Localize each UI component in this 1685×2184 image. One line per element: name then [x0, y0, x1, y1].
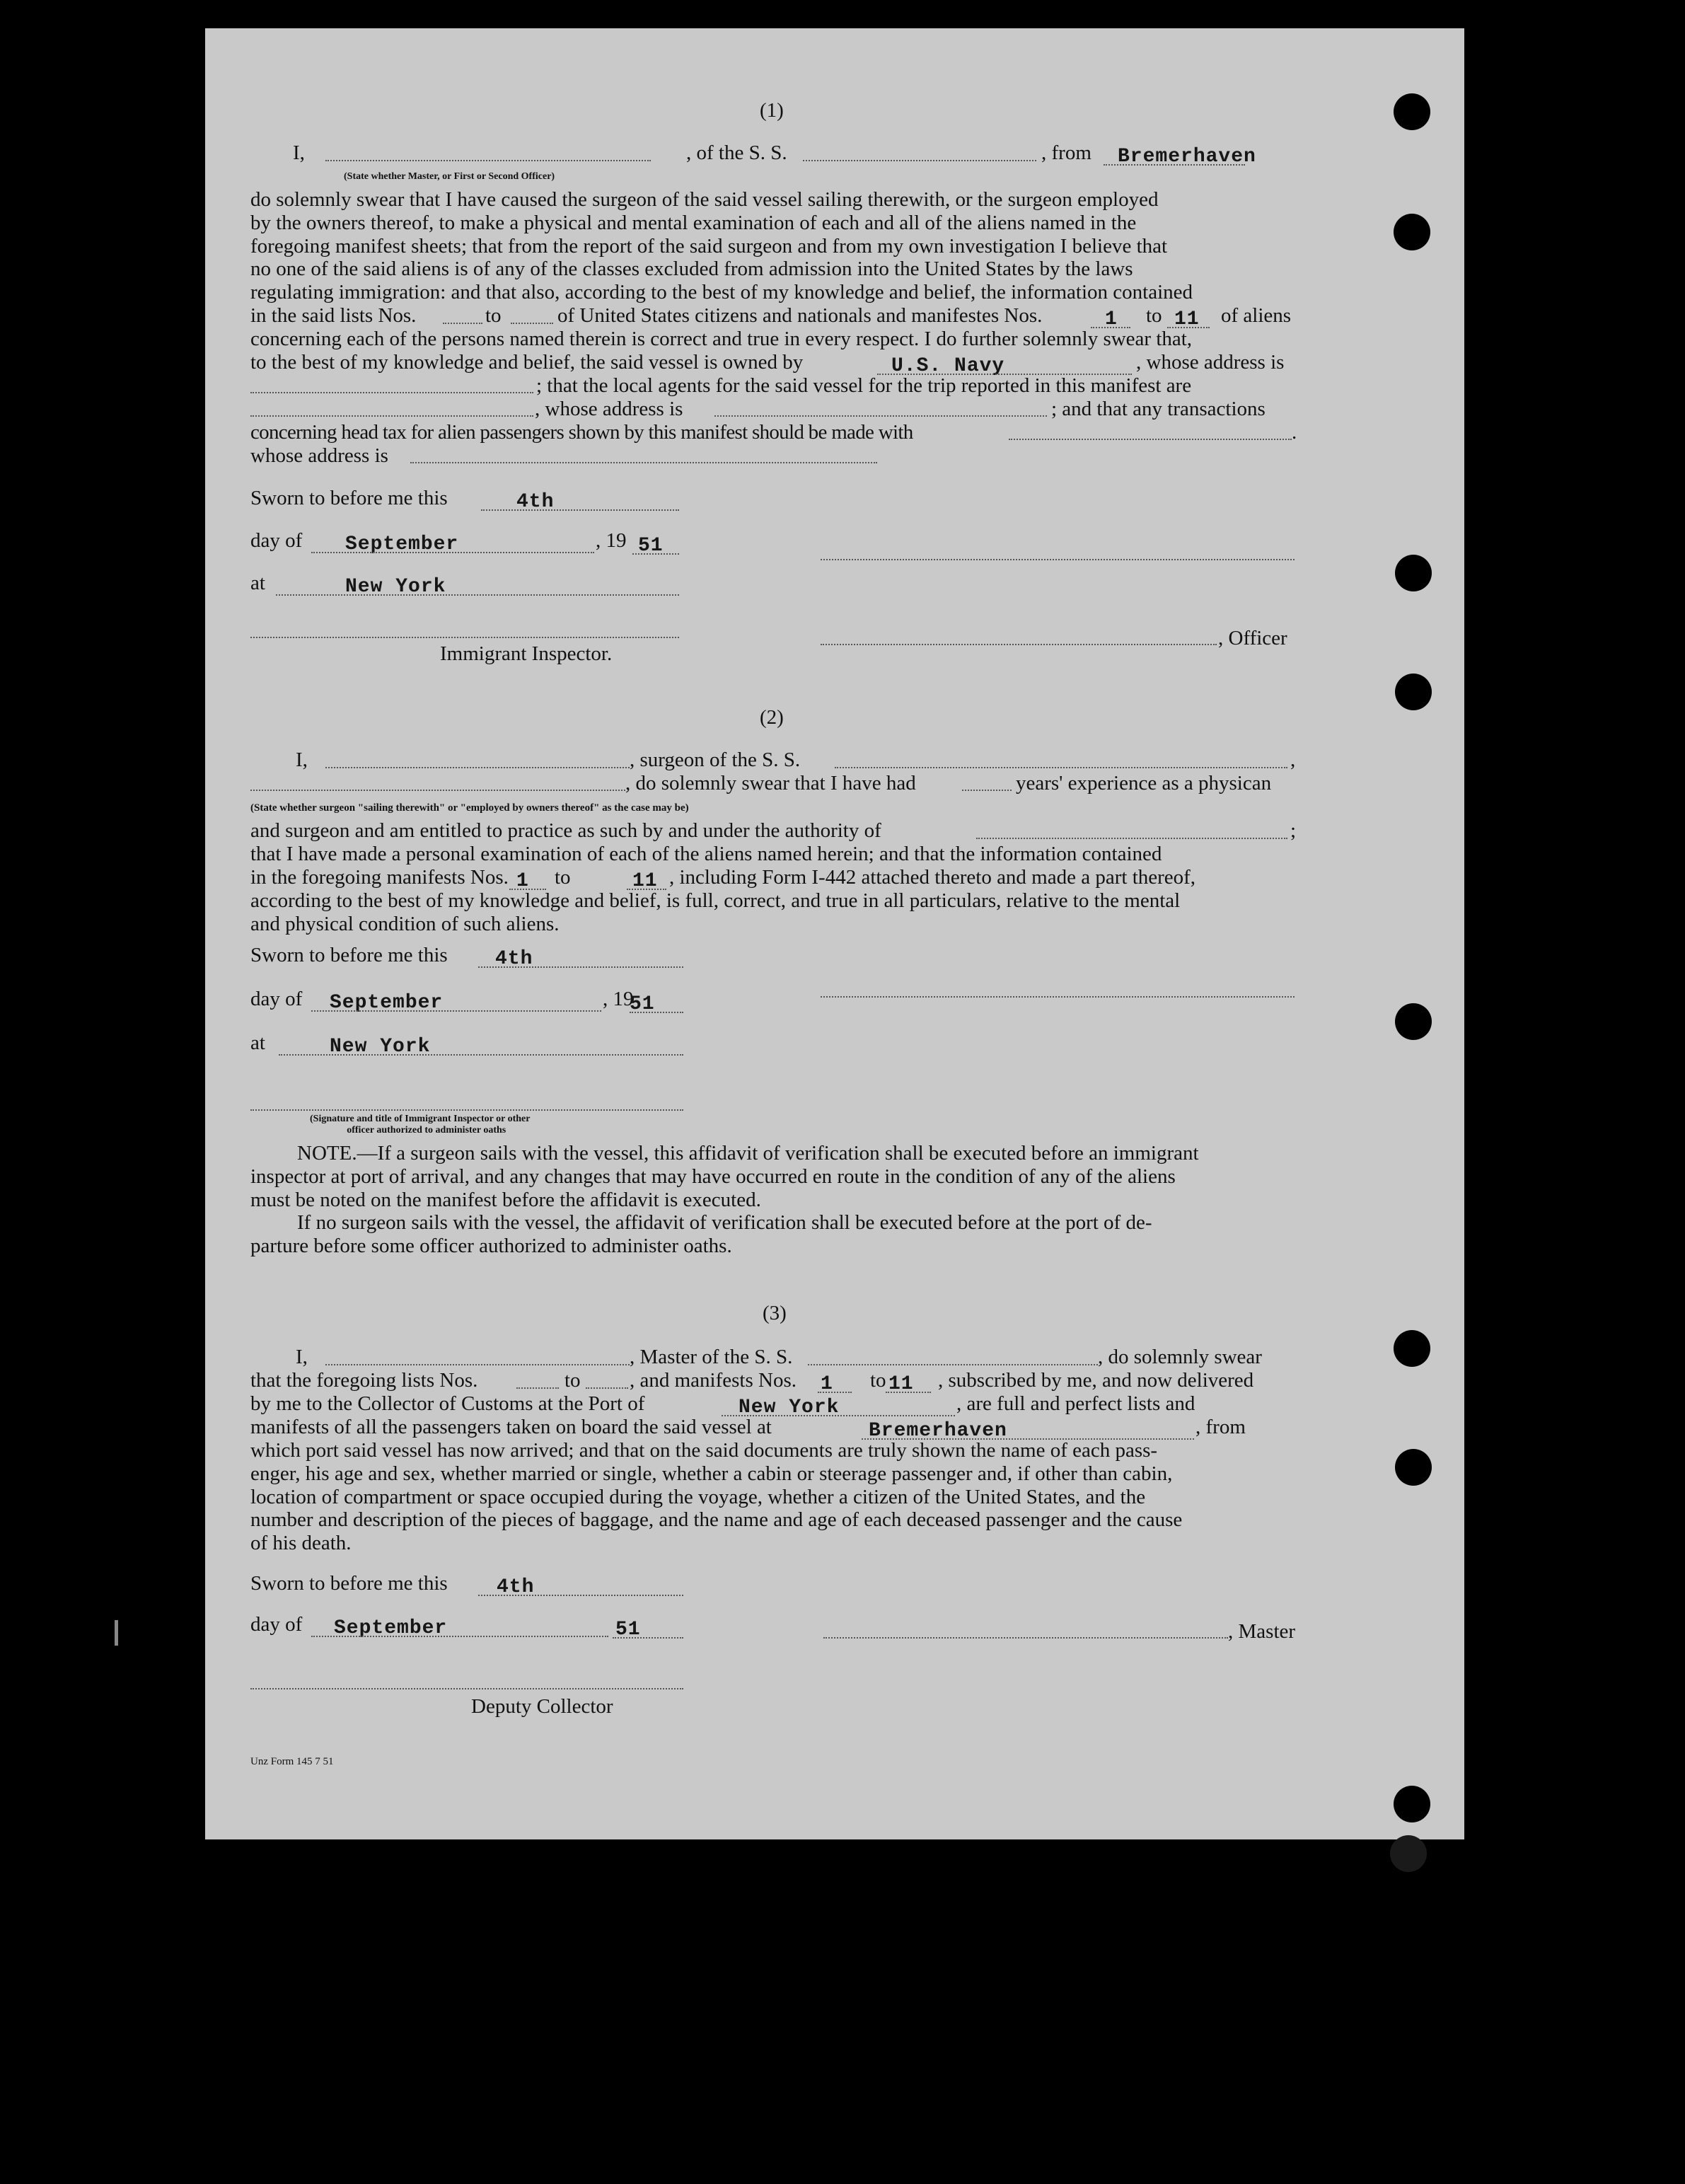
form-id: Unz Form 145 7 51 — [250, 1756, 334, 1767]
s2-at: at — [250, 1032, 265, 1054]
s1-concerning: concerning each of the persons named therein is correct and true in every respect. I do further solemnly swear that, — [250, 328, 1193, 350]
s2-manifests-c: , including Form I-442 attached thereto and made a part thereof, — [669, 866, 1196, 889]
s2-note — [250, 1142, 1460, 1258]
hole-shadow-mark — [1390, 1835, 1427, 1872]
s3-month-field[interactable] — [311, 1636, 608, 1637]
s1-from-port-field[interactable] — [1104, 164, 1245, 166]
s1-signature-line[interactable] — [821, 559, 1295, 560]
s2-place: New York — [330, 1036, 431, 1058]
scan-mark — [115, 1620, 118, 1646]
s2-inspector-signature-line[interactable] — [250, 1109, 683, 1111]
s3-manifest-from-field[interactable] — [818, 1392, 852, 1393]
s3-master-of-ss: , Master of the S. S. — [630, 1346, 793, 1368]
s2-swear-text: , do solemnly swear that I have had — [625, 772, 916, 795]
s3-collector-signature-line[interactable] — [250, 1688, 683, 1689]
s1-of-ss: , of the S. S. — [686, 141, 787, 164]
s2-note-line: If no surgeon sails with the vessel, the affidavit of verification shall be executed before at the port of de- — [297, 1211, 1152, 1235]
s1-inspector-label: Immigrant Inspector. — [440, 642, 613, 665]
s2-month-field[interactable] — [311, 1010, 601, 1012]
s2-sworn-day: 4th — [495, 948, 533, 970]
s1-body — [250, 188, 1460, 304]
binder-hole — [1394, 1786, 1430, 1822]
s2-sig-note-line: officer authorized to administer oaths — [347, 1125, 506, 1136]
s1-agents-line: ; that the local agents for the said vessel for the trip reported in this manifest are — [536, 374, 1192, 397]
s3-body — [250, 1439, 1460, 1555]
s3-sworn-label: Sworn to before me this — [250, 1572, 448, 1595]
s2-authority-text: and surgeon and am entitled to practice as such by and under the authority of — [250, 819, 881, 842]
s2-note-line: parture before some officer authorized to administer oaths. — [250, 1235, 732, 1258]
section-1-number: (1) — [760, 99, 784, 122]
s2-manifests-b: to — [555, 866, 571, 889]
s1-agents-field[interactable] — [250, 415, 533, 417]
s1-address-b: ; and that any transactions — [1051, 398, 1266, 420]
s2-years-text: years' experience as a physican — [1016, 772, 1272, 795]
binder-hole — [1395, 674, 1432, 710]
s1-headtax-end: . — [1292, 421, 1297, 444]
s1-body-line: regulating immigration: and that also, according to the best of my knowledge and belief, the information contained — [250, 281, 1193, 304]
s1-lists-text-e: of aliens — [1221, 304, 1292, 327]
s2-manifest-from-no: 1 — [516, 870, 529, 892]
s1-lists-text-c: of United States citizens and nationals and manifestes Nos. — [557, 304, 1043, 327]
s2-month: September — [330, 992, 444, 1014]
s3-line2-a: that the foregoing lists Nos. — [250, 1369, 478, 1392]
s1-month-field[interactable] — [311, 552, 594, 553]
s1-lists-from-field[interactable] — [443, 323, 482, 324]
s3-sworn-day-field[interactable] — [478, 1595, 683, 1596]
s1-headtax-line: concerning head tax for alien passengers shown by this manifest should be made with — [250, 421, 913, 444]
s2-surgeon-note: (State whether surgeon "sailing therewith" or "employed by owners thereof" as the case may be) — [250, 802, 689, 814]
binder-hole — [1394, 93, 1430, 130]
s1-sworn-day: 4th — [516, 491, 555, 513]
s2-note-line: NOTE.—If a surgeon sails with the vessel, this affidavit of verification shall be executed before an immigrant — [297, 1142, 1199, 1165]
s1-month: September — [345, 533, 459, 555]
s2-body2 — [250, 889, 1460, 936]
s2-authority-end: ; — [1290, 819, 1297, 842]
s3-year: 51 — [615, 1619, 641, 1641]
s3-line3-a: by me to the Collector of Customs at the Port of — [250, 1392, 645, 1415]
s1-address-a: , whose address is — [535, 398, 683, 420]
s3-body-line: enger, his age and sex, whether married or single, whether a cabin or steerage passenger and, if other than cabin, — [250, 1462, 1173, 1485]
s3-line2-c: , and manifests Nos. — [630, 1369, 797, 1392]
s3-swear: , do solemnly swear — [1098, 1346, 1262, 1368]
section-3-number: (3) — [763, 1302, 787, 1324]
s1-lists-text-d: to — [1146, 304, 1162, 327]
s1-place: New York — [345, 576, 446, 598]
s1-body-line: do solemnly swear that I have caused the surgeon of the said vessel sailing therewith, or the surgeon employed — [250, 188, 1159, 211]
s1-from-port-value: Bremerhaven — [1118, 146, 1256, 168]
s3-manifest-to-field[interactable] — [886, 1392, 931, 1393]
s1-body-line: by the owners thereof, to make a physical and mental examination of each and all of the aliens named in the — [250, 211, 1137, 234]
s3-body-line: number and description of the pieces of baggage, and the name and age of each deceased passenger and the cause — [250, 1508, 1183, 1532]
s1-body-line: no one of the said aliens is of any of the classes excluded from admission into the United States by the laws — [250, 258, 1133, 281]
s3-day-of: day of — [250, 1613, 303, 1636]
s1-owned-b: , whose address is — [1136, 351, 1285, 374]
s3-line4-a: manifests of all the passengers taken on board the said vessel at — [250, 1416, 772, 1438]
s1-body-line: foregoing manifest sheets; that from the report of the said surgeon and from my own investigation I believe that — [250, 234, 1168, 258]
s2-note-line: must be noted on the manifest before the affidavit is executed. — [250, 1188, 761, 1211]
s2-sig-note — [310, 1114, 530, 1136]
s3-lists-from-field[interactable] — [516, 1387, 559, 1389]
s1-officer-name-field[interactable] — [325, 160, 651, 161]
s3-body-line: which port said vessel has now arrived; and that on the said documents are truly shown the name of each pass- — [250, 1439, 1158, 1462]
s3-year-field[interactable] — [613, 1637, 683, 1639]
document-page — [205, 28, 1464, 1839]
s2-sig-note-line: (Signature and title of Immigrant Inspector or other — [310, 1114, 531, 1124]
s1-lists-text-b: to — [485, 304, 502, 327]
s1-owned-a: to the best of my knowledge and belief, the said vessel is owned by — [250, 351, 804, 374]
s1-sworn-day-field[interactable] — [481, 509, 679, 511]
s2-i: I, — [296, 749, 308, 771]
s3-port-value: New York — [739, 1397, 840, 1419]
binder-hole — [1395, 1449, 1432, 1486]
s3-line2-e: , subscribed by me, and now delivered — [938, 1369, 1254, 1392]
s1-whose-address: whose address is — [250, 444, 388, 467]
binder-hole — [1394, 1330, 1430, 1367]
s3-line2-b: to — [564, 1369, 581, 1392]
s3-vessel-name-field[interactable] — [808, 1364, 1098, 1365]
s1-agents-address-field[interactable] — [714, 415, 1047, 417]
s1-manifest-from-no: 1 — [1105, 308, 1118, 330]
s2-body-line: according to the best of my knowledge and belief, is full, correct, and true in all particulars, relative to the mental — [250, 889, 1181, 912]
s1-officer-label: , Officer — [1218, 627, 1287, 649]
binder-hole — [1394, 214, 1430, 250]
s1-at: at — [250, 572, 265, 594]
s3-master-signature-line[interactable] — [823, 1637, 1228, 1639]
s1-place-field[interactable] — [276, 594, 679, 596]
binder-hole — [1395, 555, 1432, 591]
s1-sworn-label: Sworn to before me this — [250, 487, 448, 509]
s2-surgeon-of-ss: , surgeon of the S. S. — [630, 749, 801, 771]
s3-lists-to-field[interactable] — [586, 1387, 628, 1389]
s3-master-name-field[interactable] — [325, 1364, 630, 1365]
s2-year-field[interactable] — [630, 1012, 683, 1013]
s1-owner-value: U.S. Navy — [891, 355, 1005, 377]
s3-line2-d: to — [870, 1369, 886, 1392]
s2-body-line: and physical condition of such aliens. — [250, 912, 560, 935]
s2-note-line: inspector at port of arrival, and any changes that may have occurred en route in the condition of any of the aliens — [250, 1165, 1176, 1188]
s3-deputy-label: Deputy Collector — [471, 1695, 613, 1718]
s3-body-line: location of compartment or space occupied during the voyage, whether a citizen of the United States, and the — [250, 1485, 1146, 1508]
s2-year: 51 — [630, 993, 655, 1015]
s1-lists-to-field[interactable] — [511, 323, 553, 324]
s2-manifest-to-no: 11 — [632, 870, 658, 892]
s2-authority-field[interactable] — [976, 838, 1287, 839]
s3-line4-b: , from — [1195, 1416, 1246, 1438]
s2-signature-line[interactable] — [821, 996, 1295, 998]
s1-i: I, — [293, 141, 305, 164]
s3-line3-b: , are full and perfect lists and — [956, 1392, 1195, 1415]
s1-headtax-field[interactable] — [1009, 439, 1292, 440]
s3-manifest-from-no: 1 — [821, 1373, 833, 1395]
s1-manifest-to-no: 11 — [1174, 308, 1200, 330]
s2-sworn-day-field[interactable] — [478, 966, 683, 968]
s1-year-field[interactable] — [632, 553, 679, 555]
s3-boarded-place: Bremerhaven — [869, 1420, 1007, 1442]
s1-from: , from — [1041, 141, 1092, 164]
s2-surgeon-status-field[interactable] — [250, 790, 625, 791]
s1-inspector-signature-line[interactable] — [250, 637, 679, 638]
s1-officer-signature-line[interactable] — [821, 644, 1217, 645]
s3-master-label: , Master — [1228, 1620, 1296, 1643]
s1-day-of: day of — [250, 529, 303, 552]
s1-year-prefix: , 19 — [596, 529, 627, 552]
s1-vessel-name-field[interactable] — [803, 160, 1036, 161]
s2-vessel-name-field[interactable] — [835, 767, 1287, 768]
s1-lists-text-a: in the said lists Nos. — [250, 304, 417, 327]
binder-hole — [1395, 1003, 1432, 1040]
s2-comma: , — [1290, 749, 1296, 771]
section-2-number: (2) — [760, 706, 784, 729]
s2-body1: that I have made a personal examination of each of the aliens named herein; and that the information contained — [250, 843, 1162, 865]
s1-headtax-address-field[interactable] — [410, 462, 877, 463]
s2-day-of: day of — [250, 988, 303, 1010]
s2-sworn-label: Sworn to before me this — [250, 944, 448, 966]
s1-officer-note: (State whether Master, or First or Second Officer) — [344, 171, 555, 182]
s3-manifest-to-no: 11 — [888, 1373, 914, 1395]
s2-surgeon-name-field[interactable] — [325, 767, 630, 768]
s1-owner-address-field[interactable] — [250, 392, 533, 393]
s3-sworn-day: 4th — [497, 1576, 535, 1598]
s2-place-field[interactable] — [279, 1054, 683, 1056]
s1-year: 51 — [638, 535, 664, 557]
s2-year-prefix: , 19 — [603, 988, 634, 1010]
s2-manifests-a: in the foregoing manifests Nos. — [250, 866, 509, 889]
s3-i: I, — [296, 1346, 308, 1368]
s3-body-line: of his death. — [250, 1532, 352, 1555]
s2-years-field[interactable] — [962, 790, 1012, 791]
s3-month: September — [334, 1617, 448, 1639]
